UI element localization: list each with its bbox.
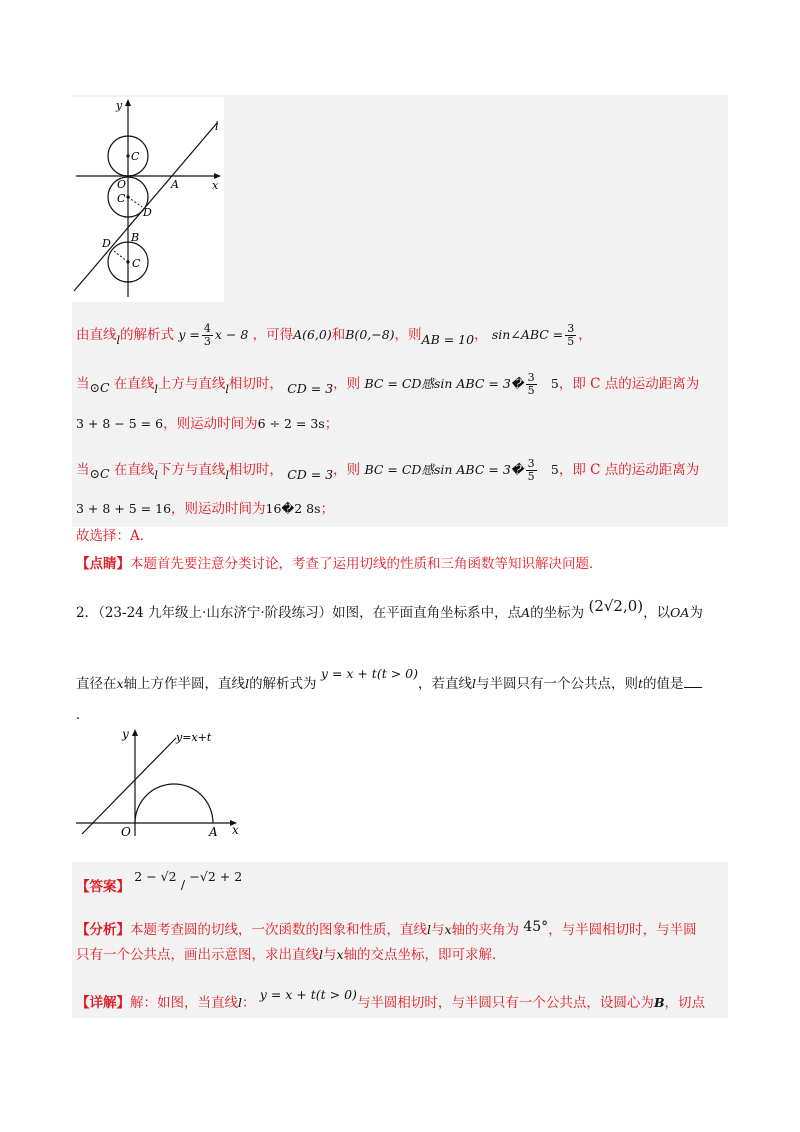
solution-line-3: 3 + 8 − 5 = 6，则运动时间为6 ÷ 2 = 3s；	[76, 416, 339, 432]
label-y-2: y	[122, 727, 129, 741]
solution-line-2: 当⊙C 在直线$_l$上方与直线$_l$相切时， CD = 3，则 BC = CD感sin ABC = 3� $\frac{3}{5}$ 5，即 C 点的运动距离为	[76, 371, 700, 397]
problem2-line-3: ．	[76, 707, 90, 723]
answer-value-2: −√2 + 2	[189, 869, 243, 884]
center-top	[126, 154, 129, 157]
label-x-2: x	[232, 823, 239, 837]
label-d-lower: D	[102, 237, 111, 250]
label-c-top: C	[131, 150, 140, 163]
figure-semicircle	[72, 726, 252, 846]
answer-line: 【答案】 2 − √2 / −√2 + 2	[76, 869, 243, 895]
analysis-tag: 【分析】	[76, 922, 130, 938]
solution-line-6: 故选择：A．	[76, 528, 154, 544]
label-y: y	[116, 99, 123, 112]
figure-tangent-circles	[72, 97, 224, 302]
label-o: O	[117, 178, 127, 191]
y-axis-arrow-2	[132, 729, 138, 736]
analysis-line-2: 只有一个公共点，画出示意图，求出直线l与x轴的交点坐标，即可求解．	[76, 947, 506, 963]
label-x: x	[212, 179, 219, 192]
answer-blank	[684, 687, 702, 688]
label-o-2: O	[121, 825, 131, 839]
semicircle	[135, 784, 213, 823]
label-line-eq: y=x+t	[176, 731, 212, 744]
answer-value-1: 2 − √2	[134, 869, 177, 884]
label-a: A	[171, 178, 179, 191]
comment-line: 【点睛】本题首先要注意分类讨论，考查了运用切线的性质和三角函数等知识解决问题．	[76, 556, 603, 572]
analysis-line-1: 【分析】本题考查圆的切线，一次函数的图象和性质，直线l与x轴的夹角为 45°，与半圆相切时，与半圆	[76, 919, 697, 938]
label-d-upper: D	[143, 206, 152, 219]
comment-tag: 【点睛】	[76, 556, 130, 572]
problem2-line-2: 直径在x轴上方作半圆，直线l的解析式为 y = x + t(t > 0)，若直线l与半圆只有一个公共点，则t的值是	[76, 665, 702, 693]
label-a-2: A	[209, 825, 218, 839]
label-b: B	[131, 231, 140, 244]
answer-tag: 【答案】	[76, 879, 130, 895]
label-l: l	[215, 120, 219, 133]
solution-line-4: 当⊙C 在直线$_l$下方与直线$_l$相切时， CD = 3，则 BC = CD感sin ABC = 3� $\frac{3}{5}$ 5，即 C 点的运动距离为	[76, 457, 700, 483]
detail-tag: 【详解】	[76, 995, 130, 1011]
detail-line: 【详解】解：如图，当直线l： y = x + t(t > 0)与半圆相切时，与半圆只有一个公共点，设圆心为B，切点	[76, 987, 706, 1011]
solution-line-5: 3 + 8 + 5 = 16，则运动时间为16�2 8s；	[76, 501, 335, 517]
solution-line-1: 由直线$_l$的解析式 y = $\frac{4}{3}$ x − 8 ，可得A(6,0)和B(0,−8)，则AB = 10， sin∠ABC = $\frac{3}{5}$ ，	[76, 322, 592, 348]
problem2-line-1: 2．（23-24 九年级上·山东济宁·阶段练习）如图，在平面直角坐标系中，点A的坐标为 (2√2,0)，以OA为	[76, 597, 703, 621]
label-c-middle: C	[117, 192, 126, 205]
label-c-bottom: C	[132, 257, 141, 270]
